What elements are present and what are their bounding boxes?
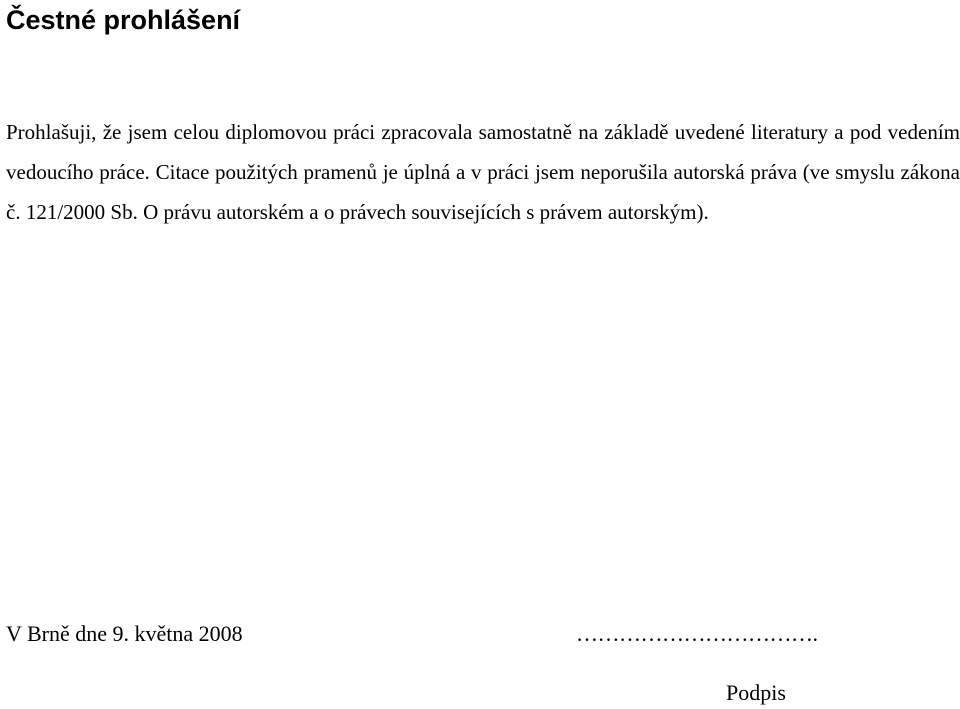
signature-line: …………………………….: [576, 621, 818, 646]
declaration-paragraph: Prohlašuji, že jsem celou diplomovou práci zpracovala samostatně na základě uvedené literatury a pod vedením vedoucího práce. Citace použitých pramenů je úplná a v práci jsem neporušila autorská práva (ve smyslu zákona č. 121/2000 Sb. O právu autorském a o právech souvisejících s právem autorským).: [6, 120, 960, 224]
signature-label: Podpis: [726, 680, 786, 705]
document-title: Čestné prohlášení: [6, 5, 241, 35]
place-and-date: V Brně dne 9. května 2008: [6, 621, 243, 646]
